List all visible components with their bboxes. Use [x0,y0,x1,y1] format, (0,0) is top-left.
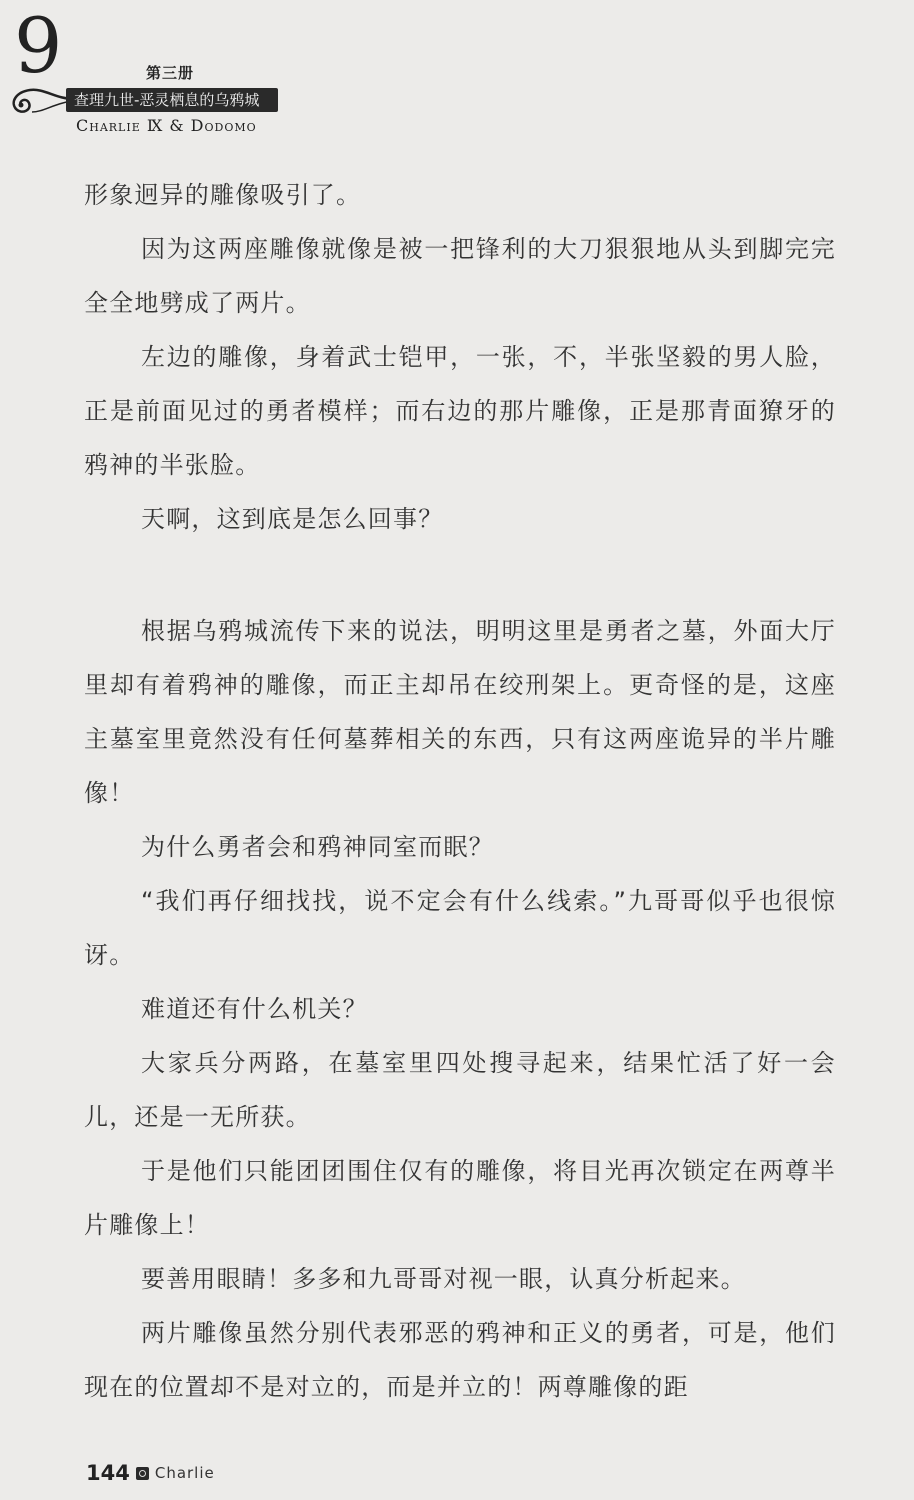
body-paragraph: 左边的雕像，身着武士铠甲，一张，不，半张坚毅的男人脸，正是前面见过的勇者模样；而右边的那片雕像，正是那青面獠牙的鸦神的半张脸。 [84,343,836,479]
book-title: 查理九世-恶灵栖息的乌鸦城 [74,91,260,109]
series-title-en: Charlie Ⅸ & Dodomo [76,116,257,135]
body-paragraph: 为什么勇者会和鸦神同室而眠？ [141,833,494,861]
brand-logo-icon [136,1467,149,1480]
body-paragraph: 两片雕像虽然分别代表邪恶的鸦神和正义的勇者，可是，他们现在的位置却不是对立的，而是并立的！两尊雕像的距 [84,1319,836,1401]
body-paragraph: 根据乌鸦城流传下来的说法，明明这里是勇者之墓，外面大厅里却有着鸦神的雕像，而正主却吊在绞刑架上。更奇怪的是，这座主墓室里竟然没有任何墓葬相关的东西，只有这两座诡异的半片雕像！ [84,617,836,807]
body-paragraph: 因为这两座雕像就像是被一把锋利的大刀狠狠地从头到脚完完全全地劈成了两片。 [84,235,836,317]
book-label: 第三册 [146,64,195,82]
volume-numeral: 9 [14,1,63,90]
page-number: 144 [86,1461,130,1485]
body-paragraph: “我们再仔细找找，说不定会有什么线索。”九哥哥似乎也很惊讶。 [84,887,836,969]
body-paragraph: 要善用眼睛！多多和九哥哥对视一眼，认真分析起来。 [141,1265,746,1293]
page-body [84,168,836,1414]
running-header [0,0,914,140]
body-paragraph: 于是他们只能团团围住仅有的雕像，将目光再次锁定在两尊半片雕像上！ [84,1157,836,1239]
body-paragraph: 形象迥异的雕像吸引了。 [84,181,362,209]
footer-brand: Charlie [154,1464,215,1482]
book-title-bar [66,88,278,112]
page-footer [86,1458,215,1488]
body-paragraph: 天啊，这到底是怎么回事？ [141,505,444,533]
body-paragraph: 大家兵分两路，在墓室里四处搜寻起来，结果忙活了好一会儿，还是一无所获。 [84,1049,836,1131]
body-paragraph: 难道还有什么机关？ [141,995,368,1023]
